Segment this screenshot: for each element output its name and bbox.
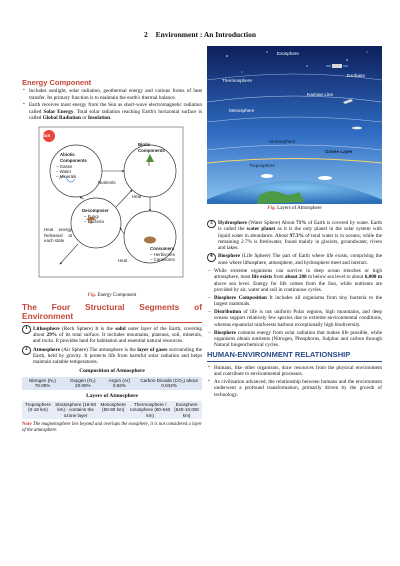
sun-label: Sun <box>42 133 51 139</box>
arrow-heat-up <box>116 190 132 207</box>
structural-heading-rule <box>22 322 202 323</box>
biotic-title: Biotic Components <box>138 142 165 153</box>
energy-bullets <box>22 88 202 121</box>
composition-cell: Oxygen (O₂) 20.95% <box>63 377 103 390</box>
consumers-item-2: – Carnivores <box>150 257 175 263</box>
plane-icon <box>352 127 362 130</box>
atmosphere-figure-caption: Fig. Layers of Atmosphere <box>267 206 322 211</box>
human-bullets <box>207 365 382 398</box>
energy-figure-caption: Fig. Energy Component <box>87 293 137 299</box>
item-number-2: 2 <box>22 346 31 355</box>
composition-cell: Carbon Dioxide (CO₂) about 0.042% <box>136 377 202 390</box>
energy-diagram <box>38 124 184 292</box>
lithosphere-item: 1 Lithosphere (Reck Sphere) It is the solid outer layer of the Earth, covering about 29% of its total surface. It includes mountains, plateaus, soil, minerals, and rocks. It provides land for habitation and essential natural resources. <box>22 326 202 345</box>
consumers-item-1: – Herbivores <box>150 252 175 258</box>
arrow-heat-release <box>60 244 78 264</box>
atmosphere-figure-svg <box>207 46 382 204</box>
abiotic-title: Abiotic Components <box>60 152 87 163</box>
abiotic-item-1: – Gases <box>56 164 73 170</box>
page-header <box>0 30 400 39</box>
chapter-title: Environment : An Introduction <box>155 30 256 39</box>
animal-icon <box>144 237 156 244</box>
energy-heading: Energy Component <box>22 78 92 87</box>
human-heading-rule <box>207 361 382 362</box>
composition-cell: Nitrogen (N₂) 78.08% <box>22 377 63 390</box>
layer-cell: Troposphere (0-18 km) <box>22 401 54 419</box>
layer-cell: Stratosphere (18-50 km) - contains the ozone layer <box>55 401 97 418</box>
structural-heading: The Four Structural Segments of Environment <box>22 301 202 321</box>
heat-label-1: Heat <box>132 194 142 200</box>
label-mesosphere: Mesosphere <box>229 108 255 113</box>
cloud-icon <box>261 174 273 178</box>
page-number: 2 <box>144 30 148 39</box>
biosphere-item: 4 Biosphere (Life Sphere) The part of Earth where life exists, comprising the zone where lithosphere, atmosphere, and hydrosphere meet and interact. <box>207 253 382 266</box>
composition-title: Composition of Atmosphere <box>79 368 145 375</box>
composition-cell: Argon (Ar) 0.93% <box>103 377 136 390</box>
item-number-3: 3 <box>207 220 216 229</box>
biosphere-detail-2: – Biosphere Composition It includes all organisms from tiny bacteria to the largest mammals. <box>214 295 382 308</box>
label-karman-line: Karman Line <box>307 92 334 97</box>
satellite-icon <box>332 64 342 68</box>
arrow-decomposer-abiotic <box>80 197 84 199</box>
item-number-4: 4 <box>207 253 216 262</box>
energy-bullet-1: ▪ Includes sunlight, solar radiation, geothermal energy and various forms of heat transfer. Its primary function is to maintain the earth's thermal balance. <box>29 88 202 101</box>
label-exobase: Exobase <box>347 73 365 78</box>
hydrosphere-item: 3 Hydrosphere (Water Sphere) About 71% of Earth is covered by water. Earth is called the water planet as it is the only planet in the solar system with liquid water in abundance. About 97.3% of total water is in oceans; while the remaining 2.7% is freshwater, found mainly in glaciers, groundwater, rivers and lakes. <box>207 220 382 251</box>
composition-table <box>22 377 202 390</box>
human-bullet-2: ▪ As civilisation advanced, the relationship between humans and the environment underwent a profound transformation, primarily driven by the growth of technology. <box>214 379 382 398</box>
energy-bullet-2: ▪ Earth receives most energy from the Sun as short-wave electromagnetic radiation called Solar Energy. Total solar radiation reaching Earth's horizontal surface is called Global Radiation or Insolation. <box>29 102 202 121</box>
item-number-1: 1 <box>22 325 31 334</box>
label-ozone-layer: Ozone Layer <box>325 149 353 154</box>
heat-energy-label: Heat energy Released at each state <box>44 227 72 243</box>
left-column <box>22 80 202 434</box>
human-environment-heading: HUMAN-ENVIRONMENT RELATIONSHIP <box>207 350 351 360</box>
layers-title: Layers of Atmosphere <box>86 392 138 399</box>
atmosphere-item: 2 Atmosphere (Air Sphere) The atmosphere is the layer of gases surrounding the Earth, held by gravity. It protects life from harmful solar radiation and helps maintain suitable temperatures. <box>22 347 202 366</box>
biosphere-details <box>207 268 382 348</box>
decomposer-item-2: – Bacteria <box>84 219 104 225</box>
decomposer-item-1: – Fungi <box>84 214 99 220</box>
human-bullet-1: ▪ Humans, like other organisms, draw resources from the physical environment and contribute to environmental processes. <box>214 365 382 378</box>
layers-table <box>22 401 202 419</box>
sky-background <box>207 46 382 204</box>
abiotic-item-3: – Minerals <box>56 174 77 180</box>
magnetosphere-note: Note The magnetosphere lies beyond and overlaps the exosphere, it is not considered a layer of the atmosphere. <box>22 422 202 434</box>
label-stratosphere: Stratosphere <box>269 139 296 144</box>
label-exosphere: Exosphere <box>277 51 299 56</box>
land-mass <box>257 191 305 204</box>
decomposer-title: Decomposer <box>82 208 109 214</box>
layer-cell: Thermosphere / Ionosphere (80-640 km) <box>130 401 171 418</box>
layer-cell: Mesosphere (50-80 km) <box>97 401 129 419</box>
layer-cell: Exosphere (640-10,000 km) <box>171 401 202 419</box>
biosphere-detail-4: – Biosphere contains energy from solar radiation that makes life possible, while organisms obtain nutrients (Nitrogen, Phosphorus, Sulphur and carbon through Natural biogeochemical cycles. <box>214 330 382 349</box>
heat-label-2: Heat <box>118 258 128 264</box>
label-troposphere: Troposphere <box>249 163 275 168</box>
label-thermosphere: Thermosphere <box>222 78 252 83</box>
biosphere-detail-1: – While extreme organisms can survive in deep ocean trenches or high atmosphere, most life exists from about 200 m below sea level to about 6,000 m above sea level. Energy for life comes from the Sun, while nutrients are provided by air, water and soil in continuous cycles. <box>214 268 382 293</box>
biosphere-detail-3: – Distribution of life is not uniform Polar regions, high mountains, and deep oceans support relatively few species due to extreme environmental conditions, whereas equatorial rainforests harbour exceptionally high biodiversity. <box>214 309 382 328</box>
nutrients-label: Nutrients <box>98 180 116 186</box>
atmosphere-figure <box>207 46 382 204</box>
arrow-consumers-decomposer <box>120 228 124 234</box>
consumers-title: Consumers <box>150 246 175 252</box>
biotic-circle <box>124 145 176 200</box>
right-column <box>207 218 382 399</box>
abiotic-item-2: – Water <box>56 169 72 175</box>
